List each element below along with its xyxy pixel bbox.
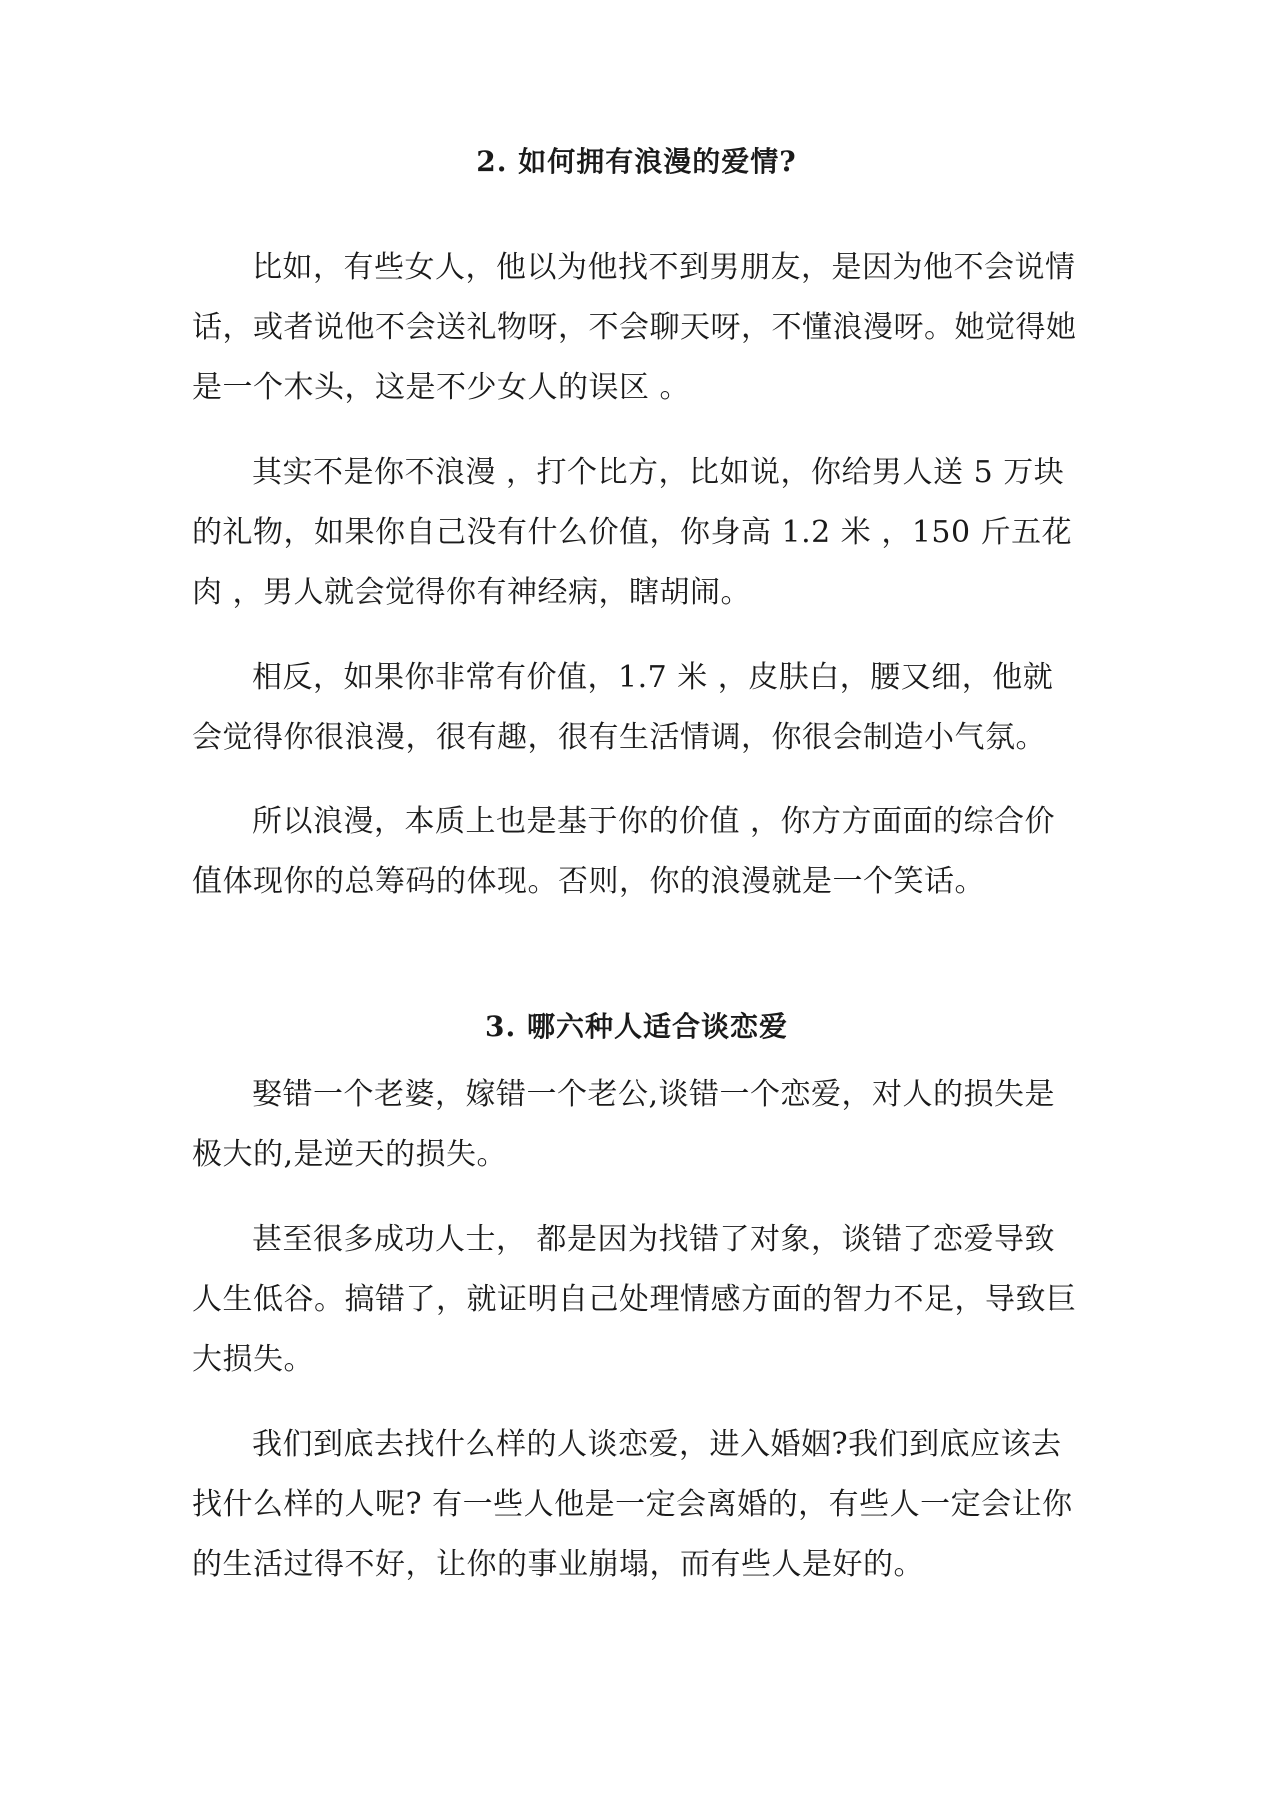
section-2-paragraph-3: 相反，如果你非常有价值，1.7 米 ，皮肤白，腰又细，他就会觉得你很浪漫，很有趣，很有生活情调，你很会制造小气氛。 bbox=[192, 660, 1054, 755]
section-2-paragraph-4: 所以浪漫，本质上也是基于你的价值 ，你方方面面的综合价值体现你的总筹码的体现。否则，你的浪漫就是一个笑话。 bbox=[192, 804, 1056, 899]
section-3-paragraph-2: 甚至很多成功人士， 都是因为找错了对象，谈错了恋爱导致人生低谷。搞错了，就证明自己处理情感方面的智力不足，导致巨大损失。 bbox=[192, 1222, 1077, 1377]
section-3-heading: 3. 哪六种人适合谈恋爱 bbox=[485, 1010, 788, 1043]
section-3-paragraph-1: 娶错一个老婆，嫁错一个老公,谈错一个恋爱，对人的损失是极大的,是逆天的损失。 bbox=[192, 1077, 1056, 1172]
section-2-paragraph-1: 比如，有些女人，他以为他找不到男朋友，是因为他不会说情话，或者说他不会送礼物呀，不会聊天呀，不懂浪漫呀。她觉得她是一个木头，这是不少女人的误区 。 bbox=[192, 250, 1077, 405]
section-3-paragraph-3: 我们到底去找什么样的人谈恋爱，进入婚姻?我们到底应该去找什么样的人呢? 有一些人他是一定会离婚的，有些人一定会让你的生活过得不好，让你的事业崩塌，而有些人是好的。 bbox=[192, 1427, 1073, 1582]
section-2-heading: 2. 如何拥有浪漫的爱情? bbox=[476, 145, 797, 178]
section-2-paragraph-2: 其实不是你不浪漫 ，打个比方，比如说，你给男人送 5 万块的礼物，如果你自己没有什么价值，你身高 1.2 米 ，150 斤五花肉 ，男人就会觉得你有神经病，瞎胡闹。 bbox=[192, 455, 1073, 610]
